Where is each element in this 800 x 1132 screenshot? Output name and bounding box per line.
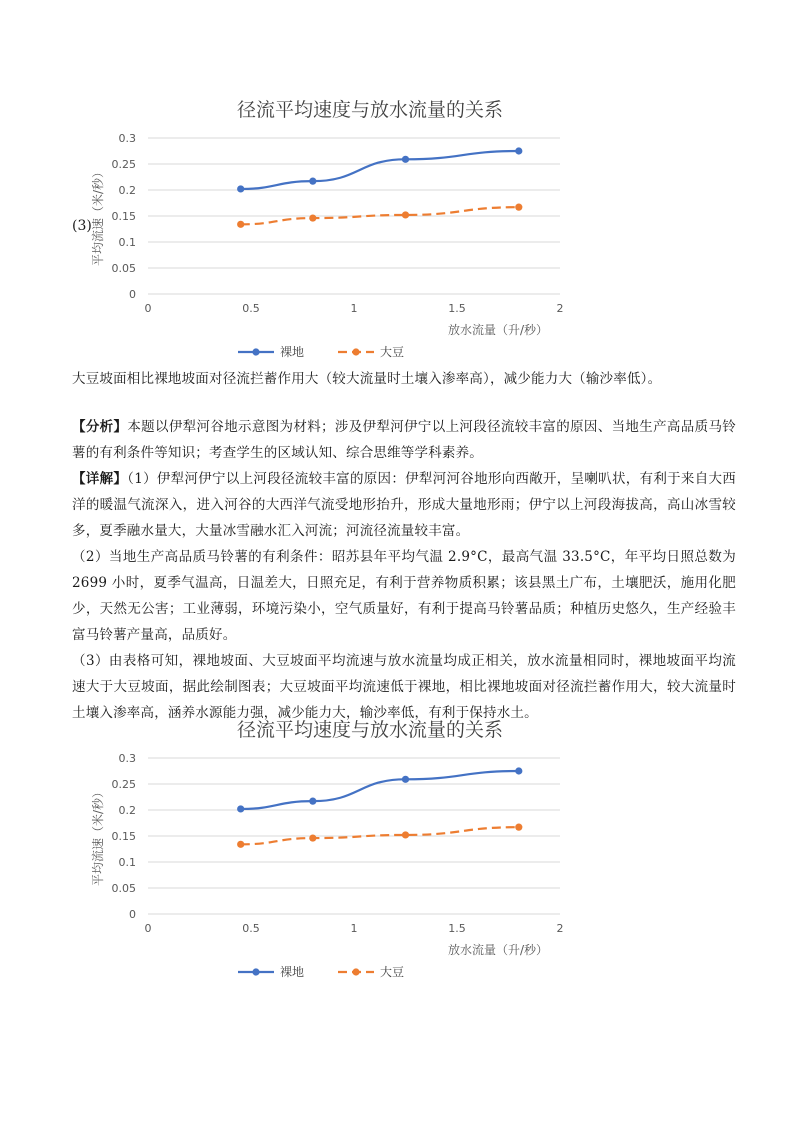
y-tick-label: 0.05 (111, 882, 136, 895)
data-point (309, 834, 316, 841)
y-axis-label: 平均流速（米/秒） (91, 165, 105, 267)
legend-label: 大豆 (380, 965, 405, 979)
data-point (237, 185, 244, 192)
legend-label: 大豆 (380, 345, 405, 359)
analysis-label: 【分析】 (72, 419, 128, 435)
data-point (402, 211, 409, 218)
detail-paragraph-3: （3）由表格可知，裸地坡面、大豆坡面平均流速与放水流量均成正相关，放水流量相同时，裸地坡面平均流速大于大豆坡面，据此绘制图表；大豆坡面平均流速低于裸地，相比裸地坡面对径流拦蓄作用大，较大流量时土壤入渗率高，涵养水源能力强，减少能力大，输沙率低，有利于保持水土。 (72, 653, 736, 721)
y-tick-label: 0 (129, 908, 136, 921)
legend-marker (352, 968, 359, 975)
x-tick-label: 1.5 (448, 922, 466, 935)
series-line (241, 771, 519, 809)
data-point (309, 214, 316, 221)
legend-label: 裸地 (280, 345, 305, 359)
chart-title: 径流平均速度与放水流量的关系 (236, 99, 504, 121)
data-point (515, 824, 522, 831)
y-axis-label: 平均流速（米/秒） (91, 785, 105, 887)
legend-label: 裸地 (280, 965, 305, 979)
runoff-chart-2 (80, 708, 600, 986)
y-tick-label: 0.25 (111, 778, 136, 791)
x-tick-label: 1 (350, 922, 358, 935)
detail-label: 【详解】 (72, 471, 128, 487)
x-tick-label: 1 (350, 302, 358, 315)
x-tick-label: 1.5 (448, 302, 466, 315)
x-tick-label: 0.5 (242, 922, 260, 935)
x-tick-label: 0 (144, 922, 152, 935)
y-tick-label: 0 (129, 288, 136, 301)
chart-svg (80, 88, 600, 364)
y-tick-label: 0.15 (111, 830, 136, 843)
legend-marker (352, 348, 359, 355)
y-tick-label: 0.2 (118, 184, 136, 197)
data-point (309, 798, 316, 805)
data-point (515, 204, 522, 211)
question-number: (3) (72, 218, 92, 234)
y-tick-label: 0.15 (111, 210, 136, 223)
data-point (402, 776, 409, 783)
detail-p1-text: （1）伊犁河伊宁以上河段径流较丰富的原因：伊犁河河谷地形向西敞开，呈喇叭状，有利于来自大西洋的暖温气流深入，进入河谷的大西洋气流受地形抬升，形成大量地形雨；伊宁以上河段海拔高，高山冰雪较多，夏季融水量大，大量冰雪融水汇入河流；河流径流量较丰富。 (72, 471, 736, 539)
legend-marker (252, 348, 259, 355)
detail-paragraph-1 (72, 466, 736, 544)
legend-marker (252, 968, 259, 975)
data-point (515, 147, 522, 154)
data-point (309, 178, 316, 185)
y-tick-label: 0.3 (118, 752, 136, 765)
y-tick-label: 0.25 (111, 158, 136, 171)
analysis-paragraph (72, 414, 736, 466)
chart-svg (80, 708, 600, 986)
data-point (515, 767, 522, 774)
detail-paragraph-2: （2）当地生产高品质马铃薯的有利条件：昭苏县年平均气温 2.9°C，最高气温 33.5°C，年平均日照总数为 2699 小时，夏季气温高，日温差大，日照充足，有利于营养物质积累；该县黑土广布，土壤肥沃，施用化肥少，天然无公害；工业薄弱，环境污染小，空气质量好，有利于提高马铃薯品质；种植历史悠久，生产经验丰富马铃薯产量高，品质好。 (72, 549, 736, 643)
data-point (402, 156, 409, 163)
analysis-text: 本题以伊犁河谷地示意图为材料；涉及伊犁河伊宁以上河段径流较丰富的原因、当地生产高品质马铃薯的有利条件等知识；考查学生的区域认知、综合思维等学科素养。 (72, 419, 736, 461)
data-point (402, 831, 409, 838)
x-tick-label: 2 (556, 922, 564, 935)
x-tick-label: 2 (556, 302, 564, 315)
runoff-chart-1 (80, 88, 600, 364)
x-axis-label: 放水流量（升/秒） (447, 323, 549, 337)
data-point (237, 841, 244, 848)
y-tick-label: 0.3 (118, 132, 136, 145)
x-tick-label: 0.5 (242, 302, 260, 315)
chart-title: 径流平均速度与放水流量的关系 (236, 719, 504, 741)
y-tick-label: 0.05 (111, 262, 136, 275)
y-tick-label: 0.2 (118, 804, 136, 817)
data-point (237, 221, 244, 228)
y-tick-label: 0.1 (118, 236, 136, 249)
y-tick-label: 0.1 (118, 856, 136, 869)
x-tick-label: 0 (144, 302, 152, 315)
series-line (241, 151, 519, 189)
answer-text: 大豆坡面相比裸地坡面对径流拦蓄作用大（较大流量时土壤入渗率高），减少能力大（输沙率低）。 (72, 371, 662, 387)
x-axis-label: 放水流量（升/秒） (447, 943, 549, 957)
data-point (237, 805, 244, 812)
